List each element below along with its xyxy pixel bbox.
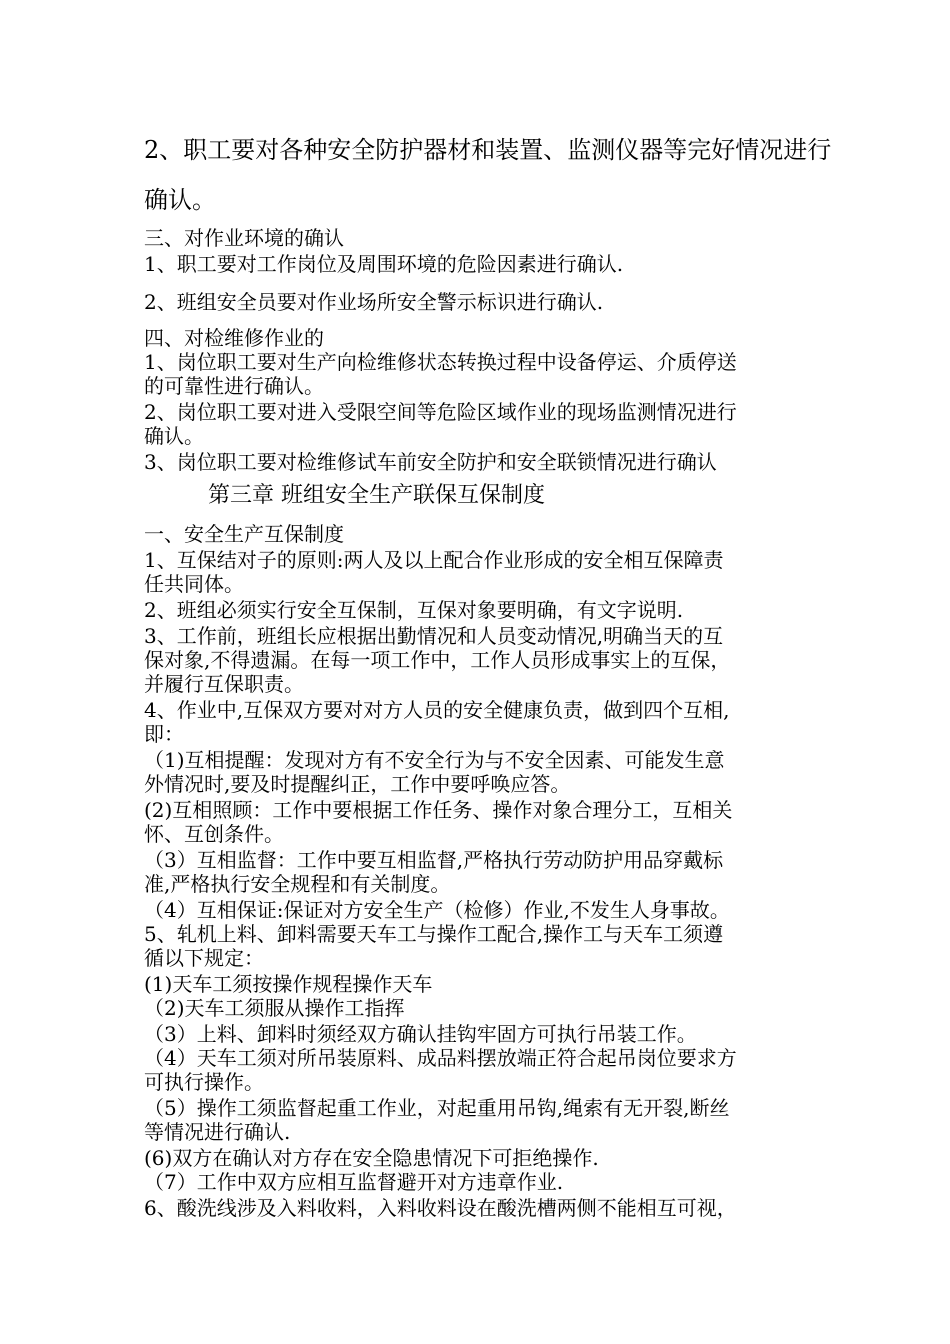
text-line: (2)互相照顾：工作中要根据工作任务、操作对象合理分工，互相关 <box>144 798 733 822</box>
text-line: （7）工作中双方应相互监督避开对方违章作业. <box>144 1170 564 1194</box>
text-line: 1、职工要对工作岗位及周围环境的危险因素进行确认. <box>144 252 624 276</box>
text-line: （5）操作工须监督起重工作业，对起重用吊钩,绳索有无开裂,断丝 <box>144 1096 730 1120</box>
text-line: （4）互相保证:保证对方安全生产（检修）作业,不发生人身事故。 <box>144 898 730 922</box>
text-line: （4）天车工须对所吊装原料、成品料摆放端正符合起吊岗位要求方 <box>144 1046 737 1070</box>
text-line: 等情况进行确认. <box>144 1120 291 1144</box>
text-line: 准,严格执行安全规程和有关制度。 <box>144 872 451 896</box>
text-line: 确认。 <box>144 424 204 448</box>
text-line: 的可靠性进行确认。 <box>144 374 324 398</box>
text-line: 1、互保结对子的原则:两人及以上配合作业形成的安全相互保障责 <box>144 548 724 572</box>
text-line: 2、岗位职工要对进入受限空间等危险区域作业的现场监测情况进行 <box>144 400 737 424</box>
text-line: 任共同体。 <box>144 572 244 596</box>
text-line: 3、岗位职工要对检维修试车前安全防护和安全联锁情况进行确认 <box>144 450 717 474</box>
text-line: （3）互相监督：工作中要互相监督,严格执行劳动防护用品穿戴标 <box>144 848 724 872</box>
text-line: (6)双方在确认对方存在安全隐患情况下可拒绝操作. <box>144 1146 599 1170</box>
text-line: （2)天车工须服从操作工指挥 <box>144 996 405 1020</box>
text-line: 2、班组必须实行安全互保制，互保对象要明确，有文字说明. <box>144 598 684 622</box>
text-line: 1、岗位职工要对生产向检维修状态转换过程中设备停运、介质停送 <box>144 350 737 374</box>
text-line: (1)天车工须按操作规程操作天车 <box>144 972 433 996</box>
text-line: （3）上料、卸料时须经双方确认挂钩牢固方可执行吊装工作。 <box>144 1022 697 1046</box>
text-line: 可执行操作。 <box>144 1070 264 1094</box>
section-heading: 四、对检维修作业的 <box>144 326 324 350</box>
text-line: （1)互相提醒：发现对方有不安全行为与不安全因素、可能发生意 <box>144 748 725 772</box>
text-line: 2、职工要对各种安全防护器材和装置、监测仪器等完好情况进行 <box>144 136 832 164</box>
text-line: 即： <box>144 722 184 746</box>
text-line: 2、班组安全员要对作业场所安全警示标识进行确认. <box>144 290 604 314</box>
section-heading: 一、安全生产互保制度 <box>144 522 344 546</box>
text-line: 外情况时,要及时提醒纠正，工作中要呼唤应答。 <box>144 772 571 796</box>
text-line: 3、工作前，班组长应根据出勤情况和人员变动情况,明确当天的互 <box>144 624 724 648</box>
text-line: 6、酸洗线涉及入料收料，入料收料设在酸洗槽两侧不能相互可视， <box>144 1196 737 1220</box>
text-line: 4、作业中,互保双方要对对方人员的安全健康负责，做到四个互相, <box>144 698 730 722</box>
text-line: 确认。 <box>144 186 216 214</box>
text-line: 5、轧机上料、卸料需要天车工与操作工配合,操作工与天车工须遵 <box>144 922 724 946</box>
text-line: 并履行互保职责。 <box>144 672 304 696</box>
text-line: 保对象,不得遗漏。在每一项工作中，工作人员形成事实上的互保， <box>144 648 731 672</box>
chapter-title: 第三章 班组安全生产联保互保制度 <box>208 483 545 508</box>
text-line: 循以下规定： <box>144 946 264 970</box>
text-line: 怀、互创条件。 <box>144 822 284 846</box>
section-heading: 三、对作业环境的确认 <box>144 226 344 250</box>
